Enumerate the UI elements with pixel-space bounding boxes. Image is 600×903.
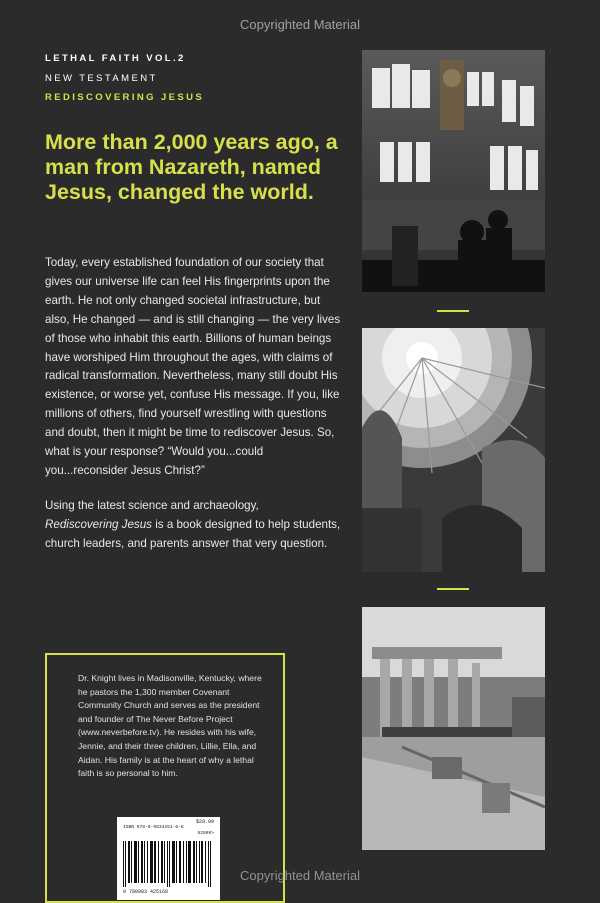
- series-title: LETHAL FAITH VOL.2: [45, 53, 186, 64]
- blurb-paragraph-2-lead: Using the latest science and archaeology,: [45, 498, 259, 512]
- accent-divider: [437, 588, 469, 590]
- barcode-code: 52999>: [197, 831, 214, 836]
- blurb-book-title: Rediscovering Jesus: [45, 517, 152, 531]
- isbn-barcode: [117, 817, 220, 900]
- blurb: [45, 254, 345, 570]
- series-heading: [45, 49, 204, 108]
- photo-mosaic-interior: [362, 50, 545, 292]
- copyright-watermark-top: Copyrighted Material: [240, 17, 360, 32]
- accent-divider: [437, 310, 469, 312]
- series-subtitle: NEW TESTAMENT: [45, 72, 158, 84]
- photo-synagogue-ruins: [362, 607, 545, 850]
- barcode-price: $29.99: [195, 819, 214, 825]
- barcode-isbn: ISBN 978-0-9834251-6-8: [123, 825, 184, 830]
- author-bio: Dr. Knight lives in Madisonville, Kentucky, where he pastors the 1,300 member Covenant Community Church and serves as the president and founder of The Never Before Project (www.neverbefore.tv). He resides with his wife, Jennie, and their three children, Lillie, Ella, and Aidan. His family is at the heart of why a lethal faith is so personal to him.: [78, 673, 262, 779]
- photo-dome-interior: [362, 328, 545, 572]
- headline: More than 2,000 years ago, a man from Nazareth, named Jesus, changed the world.: [45, 130, 338, 204]
- copyright-watermark-bottom: Copyrighted Material: [240, 868, 360, 883]
- blurb-paragraph-2: [45, 497, 345, 554]
- barcode-number: 9 780983 425168: [123, 889, 169, 895]
- blurb-paragraph-1: Today, every established foundation of our society that gives our universe life can feel His fingerprints upon the earth. He not only changed societal infrastructure, but also, He changed — and is still changing — the very lives of those who inhabit this earth. Billions of human beings have worshiped Him throughout the ages, with claims of radical transformation. Nevertheless, many still doubt His existence, or worse yet, confuse His message. If you, like millions of others, find yourself wrestling with questions and doubt, then it might be time to rediscover Jesus. So, what is your response? “Would you...could you...reconsider Jesus Christ?”: [45, 256, 341, 477]
- blurb-paragraph-2-rest: is a book designed to help students, church leaders, and parents answer that very question.: [45, 517, 341, 550]
- book-title: REDISCOVERING JESUS: [45, 92, 205, 103]
